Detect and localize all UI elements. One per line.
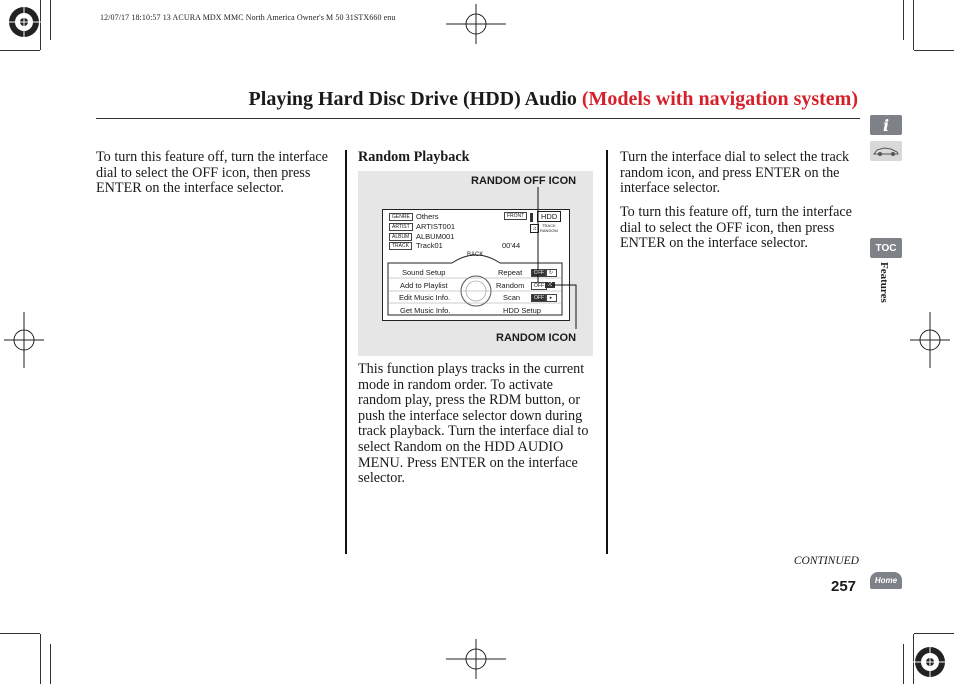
col1-text: To turn this feature off, turn the interface dial to select the OFF icon, then press ENTER on the interface selector. (96, 149, 328, 197)
menu-add-to-playlist: Add to Playlist (400, 281, 448, 290)
car-icon (872, 145, 900, 157)
print-meta: 12/07/17 18:10:57 13 ACURA MDX MMC North America Owner's M 50 31STX660 enu (100, 13, 396, 22)
col3-p2: To turn this feature off, turn the interface dial to select the OFF icon, then press ENTER on the interface selector. (620, 204, 852, 252)
menu-edit-music-info: Edit Music Info. (399, 293, 451, 302)
page-title (249, 88, 858, 111)
column-divider-1 (345, 150, 347, 554)
continued-label: CONTINUED (793, 555, 859, 567)
menu-repeat: Repeat (498, 268, 523, 277)
callout-lines (530, 185, 590, 335)
random-mode-icon: ⤮ (530, 224, 539, 233)
track-tag: TRACK (389, 242, 412, 250)
album-tag: ALBUM (389, 233, 412, 241)
album-value: ALBUM001 (416, 232, 455, 241)
track-value: Track01 (416, 241, 443, 250)
toc-tab[interactable]: TOC (870, 238, 902, 258)
home-tab[interactable] (870, 572, 902, 589)
front-tag: FRONT (504, 212, 527, 220)
label-random-icon: RANDOM ICON (496, 332, 577, 344)
random-off-tag: OFF (531, 282, 547, 290)
source-hdd: HDD (537, 211, 561, 222)
column-divider-2 (606, 150, 608, 554)
repeat-off-tag: OFF (531, 269, 547, 277)
page-number: 257 (831, 578, 857, 595)
section-tab-features: Features (878, 262, 890, 303)
back-label: BACK (467, 252, 484, 258)
track-time: 00'44 (502, 241, 521, 250)
page-title-sub: (Models with navigation system) (581, 88, 858, 110)
col3-p1: Turn the interface dial to select the track random icon, and press ENTER on the interface selector. (620, 149, 850, 197)
genre-value: Others (416, 212, 439, 221)
scan-off-tag: OFF (531, 294, 547, 302)
title-rule (96, 118, 860, 119)
label-random-off-icon: RANDOM OFF ICON (471, 175, 577, 187)
col2-body: This function plays tracks in the current mode in random order. To activate random play, press the RDM button, or push the interface selector down during track playback. Turn the interface dial to select Random on the HDD AUDIO MENU. Press ENTER on the interface selector. (358, 361, 589, 487)
info-icon: i (882, 115, 890, 135)
menu-get-music-info: Get Music Info. (400, 306, 451, 315)
info-tab[interactable] (870, 115, 902, 135)
repeat-icon: ↻ (545, 269, 557, 277)
menu-hdd-setup: HDD Setup (503, 306, 541, 315)
vehicle-tab[interactable] (870, 141, 902, 161)
random-icon: ⤮ (545, 282, 555, 288)
menu-scan: Scan (503, 293, 521, 302)
menu-sound-setup: Sound Setup (402, 268, 446, 277)
track-random-line1: TRACK (542, 223, 556, 228)
menu-random: Random (496, 281, 525, 290)
artist-value: ARTIST001 (416, 222, 456, 231)
scan-icon: ▸ (545, 294, 557, 302)
artist-tag: ARTIST (389, 223, 413, 231)
page-title-main: Playing Hard Disc Drive (HDD) Audio (248, 88, 577, 110)
genre-tag: GENRE (389, 213, 413, 221)
track-random-line2: RANDOM (540, 228, 558, 233)
home-icon: Home (874, 576, 898, 585)
section-heading: Random Playback (358, 149, 470, 165)
